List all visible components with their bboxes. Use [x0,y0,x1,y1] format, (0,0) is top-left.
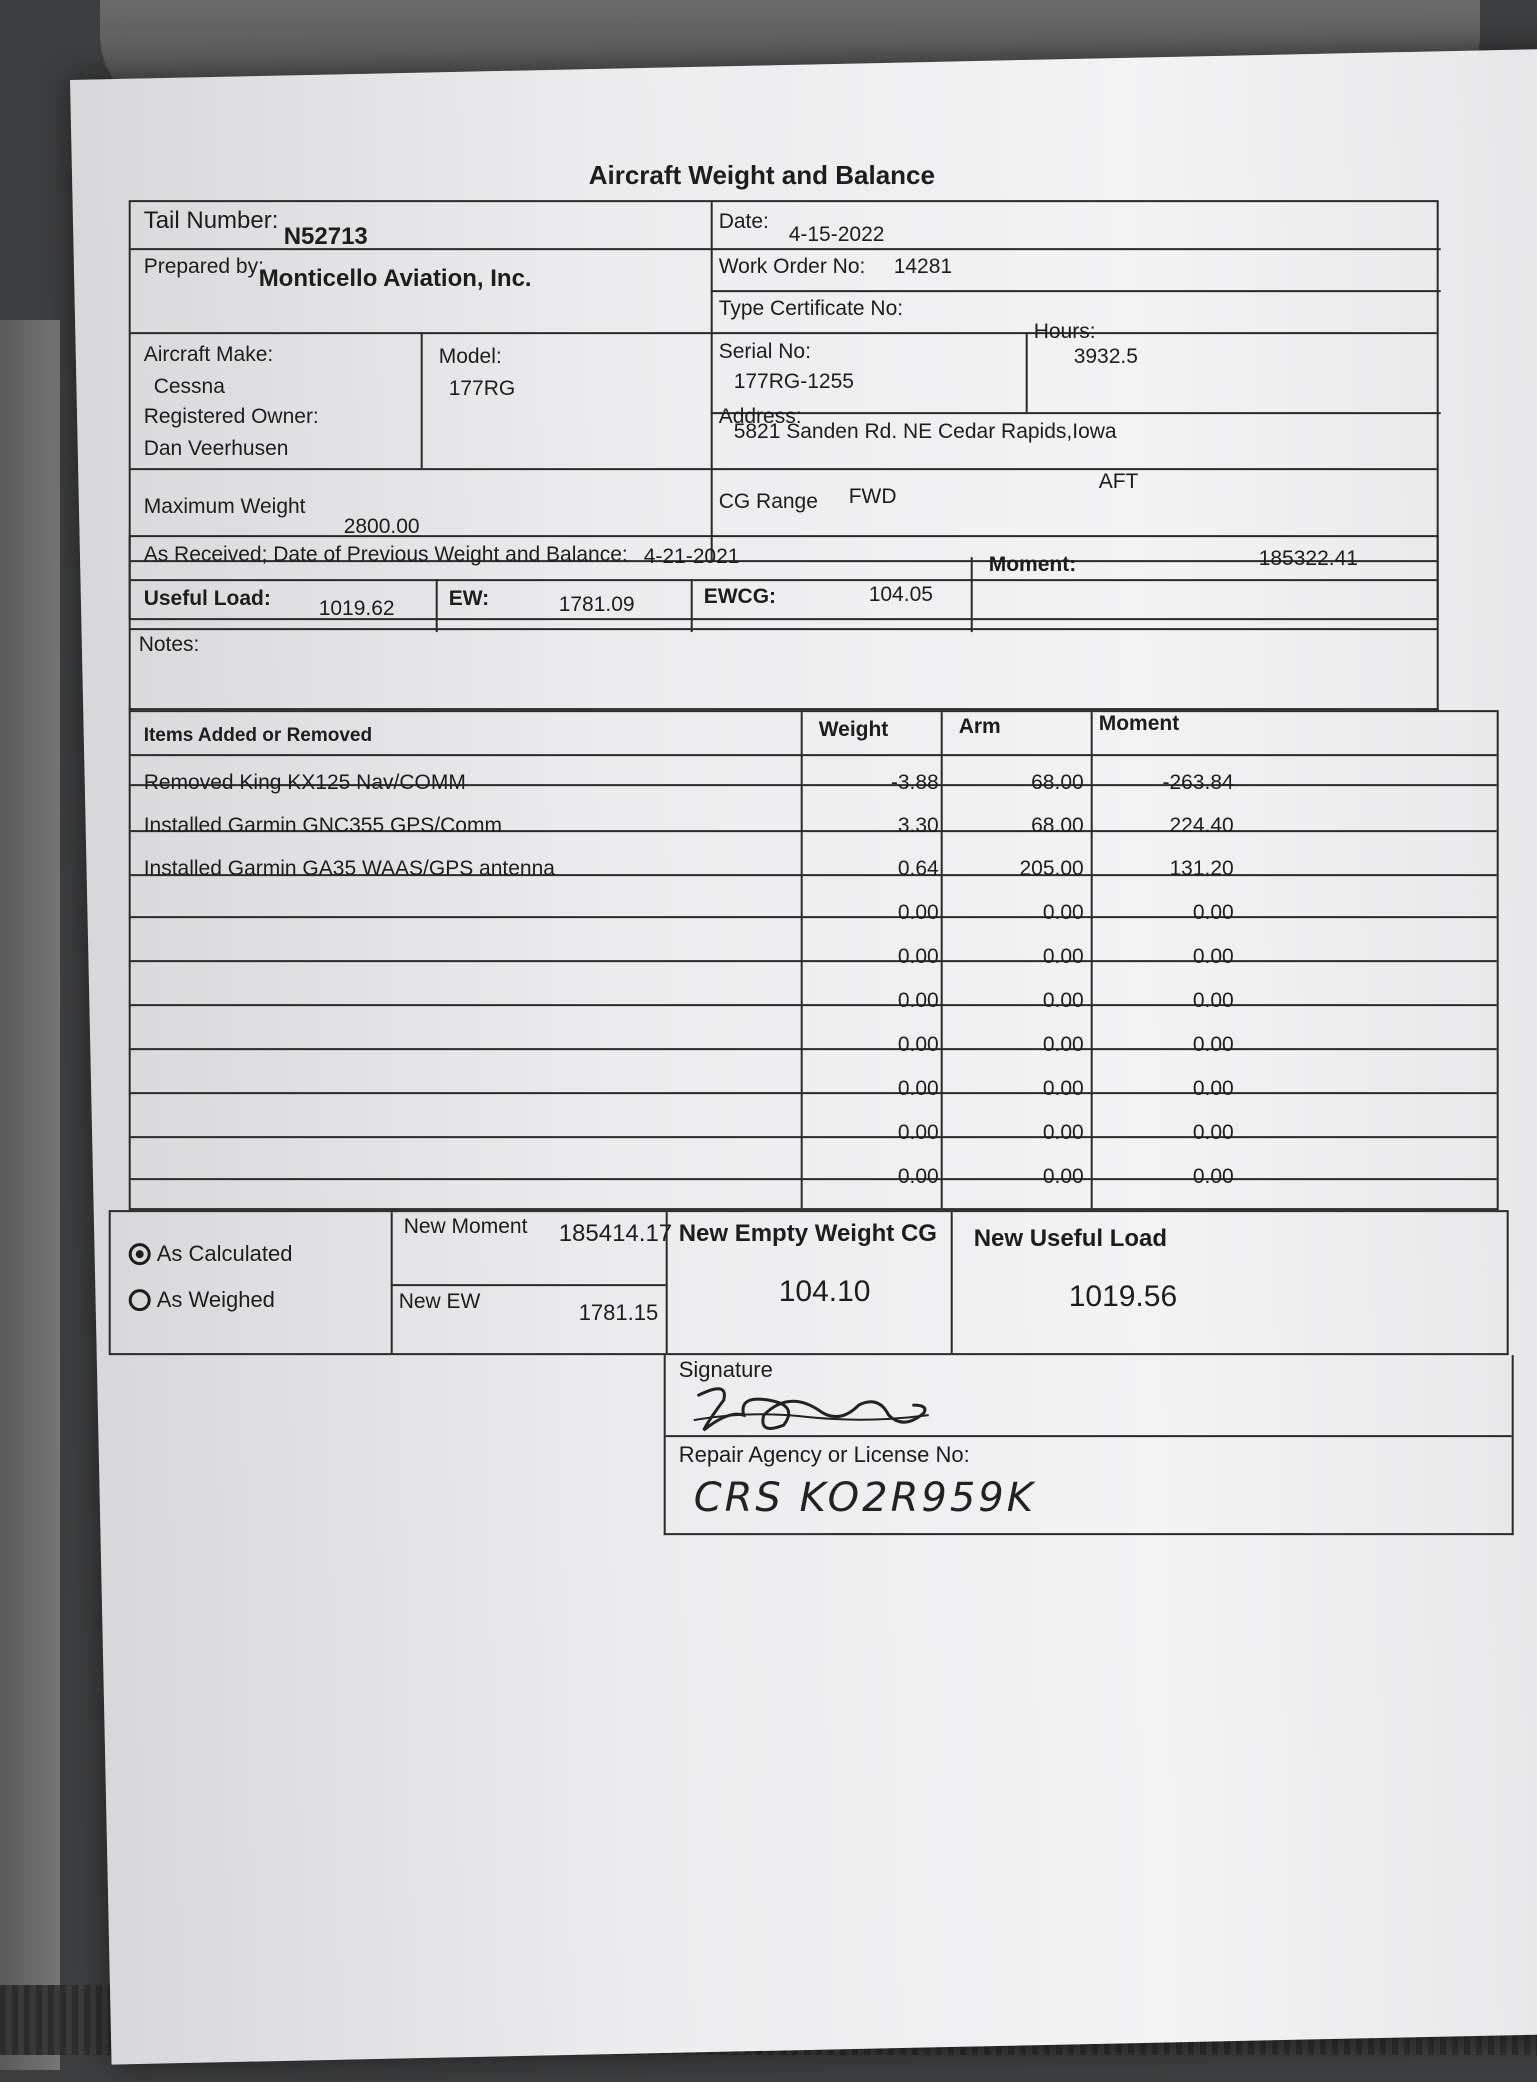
new-ewcg-label: New Empty Weight CG [678,1220,937,1248]
arm-cell: 0.00 [1042,945,1084,969]
moment-cell: 224.40 [1169,814,1234,838]
item-cell: Removed King KX125 Nav/COMM [143,771,466,795]
moment-cell: 0.00 [1192,901,1234,925]
weight-cell: 3.30 [897,814,939,838]
type-cert-label: Type Certificate No: [718,297,904,321]
ew-label: EW: [448,587,490,611]
arm-cell: 68.00 [1031,814,1084,838]
ewcg-value: 104.05 [868,583,933,607]
cg-aft-label: AFT [1098,470,1139,494]
as-calculated-label: As Calculated [156,1241,293,1267]
moment-cell: 131.20 [1169,857,1234,881]
moment-cell: 0.00 [1192,1165,1234,1189]
moment-cell: 0.00 [1192,1033,1234,1057]
moment-cell: 0.00 [1192,945,1234,969]
moment-cell: 0.00 [1192,989,1234,1013]
arm-cell: 205.00 [1019,857,1084,881]
weight-cell: 0.00 [897,1077,939,1101]
weight-cell: 0.00 [897,1165,939,1189]
items-header-label: Items Added or Removed [143,725,373,747]
form-title: Aircraft Weight and Balance [588,160,935,191]
moment-cell: 0.00 [1192,1121,1234,1145]
arm-cell: 0.00 [1042,1033,1084,1057]
notes-label: Notes: [138,633,200,657]
tail-number-label: Tail Number: [143,207,279,235]
car-seat-side [0,320,60,2070]
arm-header: Arm [958,715,1001,739]
weight-header: Weight [818,718,889,742]
max-weight-value: 2800.00 [343,515,420,539]
work-order-label: Work Order No: [718,255,866,279]
item-cell: Installed Garmin GNC355 GPS/Comm [143,814,502,838]
cg-range-label: CG Range [718,490,818,514]
prepared-by-label: Prepared by: [143,255,264,279]
hours-value: 3932.5 [1073,345,1138,369]
ewcg-label: EWCG: [703,585,777,609]
moment-label: Moment: [988,553,1077,577]
new-moment-label: New Moment [403,1215,528,1239]
arm-cell: 0.00 [1042,989,1084,1013]
new-moment-value: 185414.17 [558,1220,673,1248]
signature-image [689,1375,939,1445]
moment-cell: -263.84 [1162,771,1234,795]
weight-cell: 0.00 [897,901,939,925]
new-ew-value: 1781.15 [578,1300,659,1326]
serial-value: 177RG-1255 [733,370,854,394]
as-received-label: As Received; Date of Previous Weight and Balance: [143,543,628,567]
as-received-date: 4-21-2021 [643,545,740,569]
arm-cell: 0.00 [1042,901,1084,925]
cg-fwd-label: FWD [848,485,897,509]
as-weighed-label: As Weighed [156,1287,275,1313]
arm-cell: 0.00 [1042,1077,1084,1101]
date-label: Date: [718,210,769,234]
repair-agency-value: CRS KO2R959K [693,1475,1036,1522]
moment-value: 185322.41 [1258,547,1358,571]
moment-cell: 0.00 [1192,1077,1234,1101]
model-label: Model: [438,345,502,369]
useful-load-label: Useful Load: [143,587,271,611]
owner-label: Registered Owner: [143,405,319,429]
address-label: Address: [718,405,802,429]
as-weighed-radio[interactable] [129,1289,151,1311]
signature-label: Signature [678,1357,773,1383]
weight-cell: 0.00 [897,989,939,1013]
repair-agency-label: Repair Agency or License No: [678,1442,970,1468]
new-ew-label: New EW [398,1290,481,1314]
notes-block [129,630,1439,710]
new-useful-load-label: New Useful Load [973,1225,1168,1253]
weight-balance-sheet [70,48,1537,2064]
weight-cell: 0.00 [897,1121,939,1145]
arm-cell: 68.00 [1031,771,1084,795]
new-ewcg-value: 104.10 [778,1275,871,1309]
arm-cell: 0.00 [1042,1165,1084,1189]
aircraft-make-label: Aircraft Make: [143,343,274,367]
address-value: 5821 Sanden Rd. NE Cedar Rapids,Iowa [733,420,1117,444]
owner-value: Dan Veerhusen [143,437,289,461]
weight-cell: -3.88 [890,771,939,795]
tail-number-value: N52713 [283,223,368,251]
moment-header: Moment [1098,712,1180,736]
as-calculated-radio[interactable] [129,1243,151,1265]
hours-label: Hours: [1033,320,1096,344]
aircraft-make-value: Cessna [153,375,225,399]
ew-value: 1781.09 [558,593,635,617]
prepared-by-value: Monticello Aviation, Inc. [258,265,532,293]
weight-cell: 0.00 [897,1033,939,1057]
new-useful-load-value: 1019.56 [1068,1280,1178,1314]
useful-load-value: 1019.62 [318,597,395,621]
item-cell: Installed Garmin GA35 WAAS/GPS antenna [143,857,555,881]
weight-cell: 0.64 [897,857,939,881]
model-value: 177RG [448,377,516,401]
work-order-value: 14281 [893,255,953,279]
serial-label: Serial No: [718,340,811,364]
max-weight-label: Maximum Weight [143,495,306,519]
weight-cell: 0.00 [897,945,939,969]
date-value: 4-15-2022 [788,223,885,247]
arm-cell: 0.00 [1042,1121,1084,1145]
